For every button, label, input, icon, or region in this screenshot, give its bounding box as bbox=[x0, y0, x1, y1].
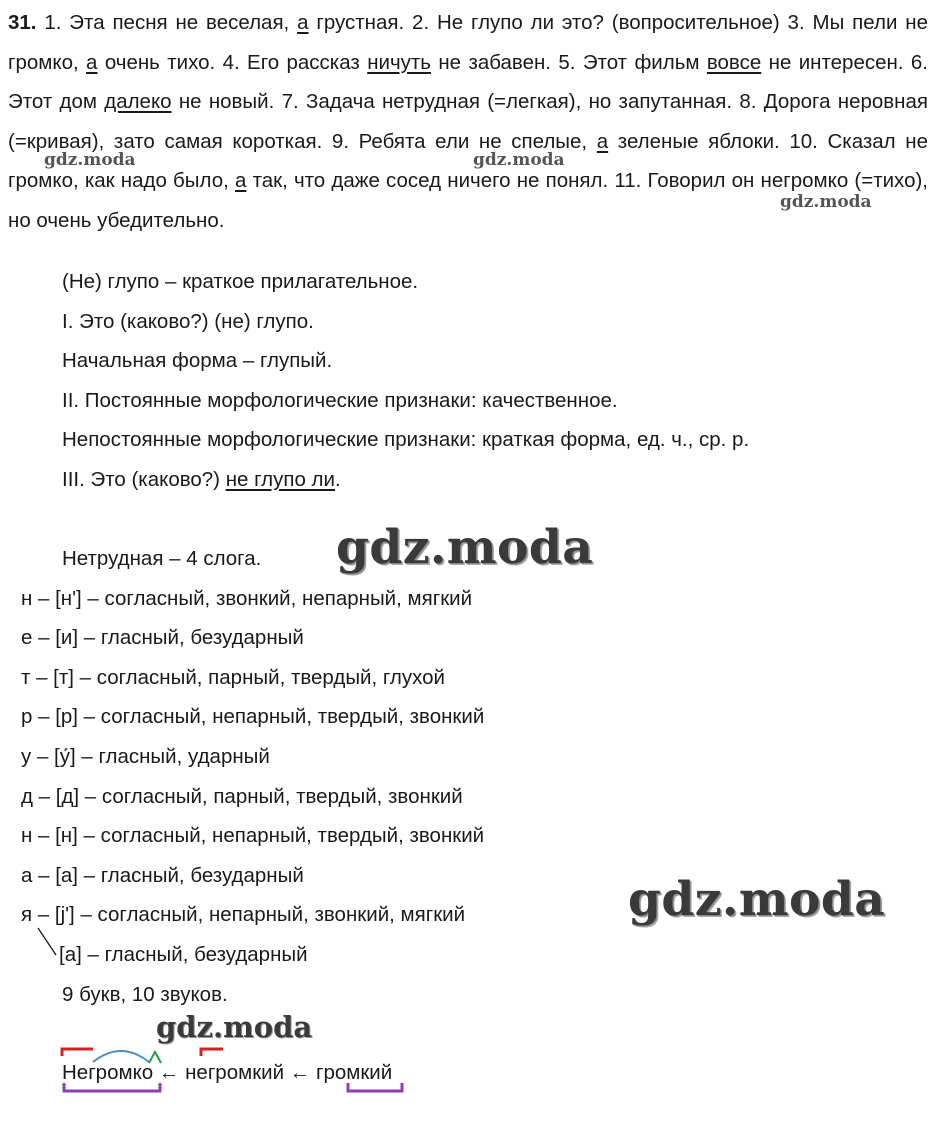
watermark: gdz.moda bbox=[44, 150, 136, 170]
underlined-word: а bbox=[596, 129, 609, 153]
phonetic-row: у – [у́] – гласный, ударный bbox=[21, 745, 270, 768]
arrow: ← bbox=[284, 1061, 316, 1084]
suffix-mark bbox=[149, 1052, 161, 1063]
text: грустная. 2. Не глупо ли это? (вопросительное) 3. Мы пели не громко, bbox=[8, 11, 928, 74]
morph-line-2: I. Это (каково?) (не) глупо. bbox=[62, 310, 314, 333]
underlined-word: далеко bbox=[104, 90, 172, 114]
root-mark bbox=[93, 1051, 149, 1062]
underlined-word: а bbox=[297, 11, 309, 34]
watermark: gdz.moda bbox=[780, 192, 872, 212]
text: зеленые яблоки. 10. Сказал не громко, как надо было, bbox=[8, 129, 928, 193]
phonetic-row: а – [а] – гласный, безударный bbox=[21, 864, 304, 887]
watermark: gdz.moda bbox=[473, 150, 565, 170]
underlined-phrase: не глупо ли bbox=[225, 468, 335, 491]
text: не забавен. 5. Этот фильм bbox=[430, 50, 707, 74]
phonetic-row: н – [н'] – согласный, звонкий, непарный, мягкий bbox=[21, 587, 473, 610]
arrow: ← bbox=[153, 1061, 186, 1084]
morph-line-3: Начальная форма – глупый. bbox=[62, 349, 333, 372]
phonetic-row: р – [р] – согласный, непарный, твердый, звонкий bbox=[21, 705, 485, 728]
phonetic-row: т – [т] – согласный, парный, твердый, глухой bbox=[21, 666, 446, 689]
text: . bbox=[334, 468, 341, 491]
exercise-number: 31. bbox=[8, 11, 37, 34]
text: очень тихо. 4. Его рассказ bbox=[97, 50, 368, 74]
text: не новый. 7. Задача нетрудная (=легкая), но запутанная. 8. Дорога неровная (=кривая), зато самая короткая. 9. Ребята ели не спелые, bbox=[8, 90, 928, 153]
text: 1. Эта песня не веселая, bbox=[44, 11, 298, 34]
morph-line-4: II. Постоянные морфологические признаки: качественное. bbox=[62, 389, 618, 412]
phonetic-row: н – [н] – согласный, непарный, твердый, звонкий bbox=[21, 824, 485, 847]
text: не интересен. 6. Этот дом bbox=[8, 50, 928, 114]
prefix-mark bbox=[201, 1049, 223, 1056]
underlined-word: ничуть bbox=[367, 50, 431, 74]
phonetic-row: д – [д] – согласный, парный, твердый, звонкий bbox=[21, 785, 463, 808]
phonetic-row: [а] – гласный, безударный bbox=[59, 943, 308, 966]
text: так, что даже сосед ничего не понял. 11. Говорил он негромко (=тихо), но очень убедительно. bbox=[8, 169, 929, 232]
sound-link-line bbox=[38, 928, 56, 955]
morph-line-5: Непостоянные морфологические признаки: краткая форма, ед. ч., ср. р. bbox=[62, 428, 750, 451]
base-mark bbox=[348, 1083, 402, 1091]
watermark: gdz.moda bbox=[628, 872, 886, 927]
phonetic-summary: 9 букв, 10 звуков. bbox=[62, 983, 228, 1006]
watermark: gdz.moda bbox=[336, 520, 594, 575]
phonetic-title: Нетрудная – 4 слога. bbox=[62, 547, 262, 570]
watermark: gdz.moda bbox=[156, 1010, 313, 1044]
underlined-word: вовсе bbox=[706, 50, 762, 74]
base-mark bbox=[64, 1083, 160, 1091]
source-word: громкий bbox=[315, 1061, 393, 1084]
underlined-word: а bbox=[86, 50, 98, 74]
text: III. Это (каково?) bbox=[62, 468, 226, 491]
prefix-mark bbox=[62, 1049, 93, 1056]
phonetic-row: е – [и] – гласный, безударный bbox=[21, 626, 304, 649]
underlined-word: а bbox=[235, 169, 247, 193]
source-word: негромкий bbox=[185, 1061, 285, 1084]
morph-line-1: (Не) глупо – краткое прилагательное. bbox=[62, 270, 419, 293]
derived-word: Негромко bbox=[62, 1061, 154, 1084]
phonetic-row: я – [j'] – согласный, непарный, звонкий, мягкий bbox=[21, 903, 466, 926]
